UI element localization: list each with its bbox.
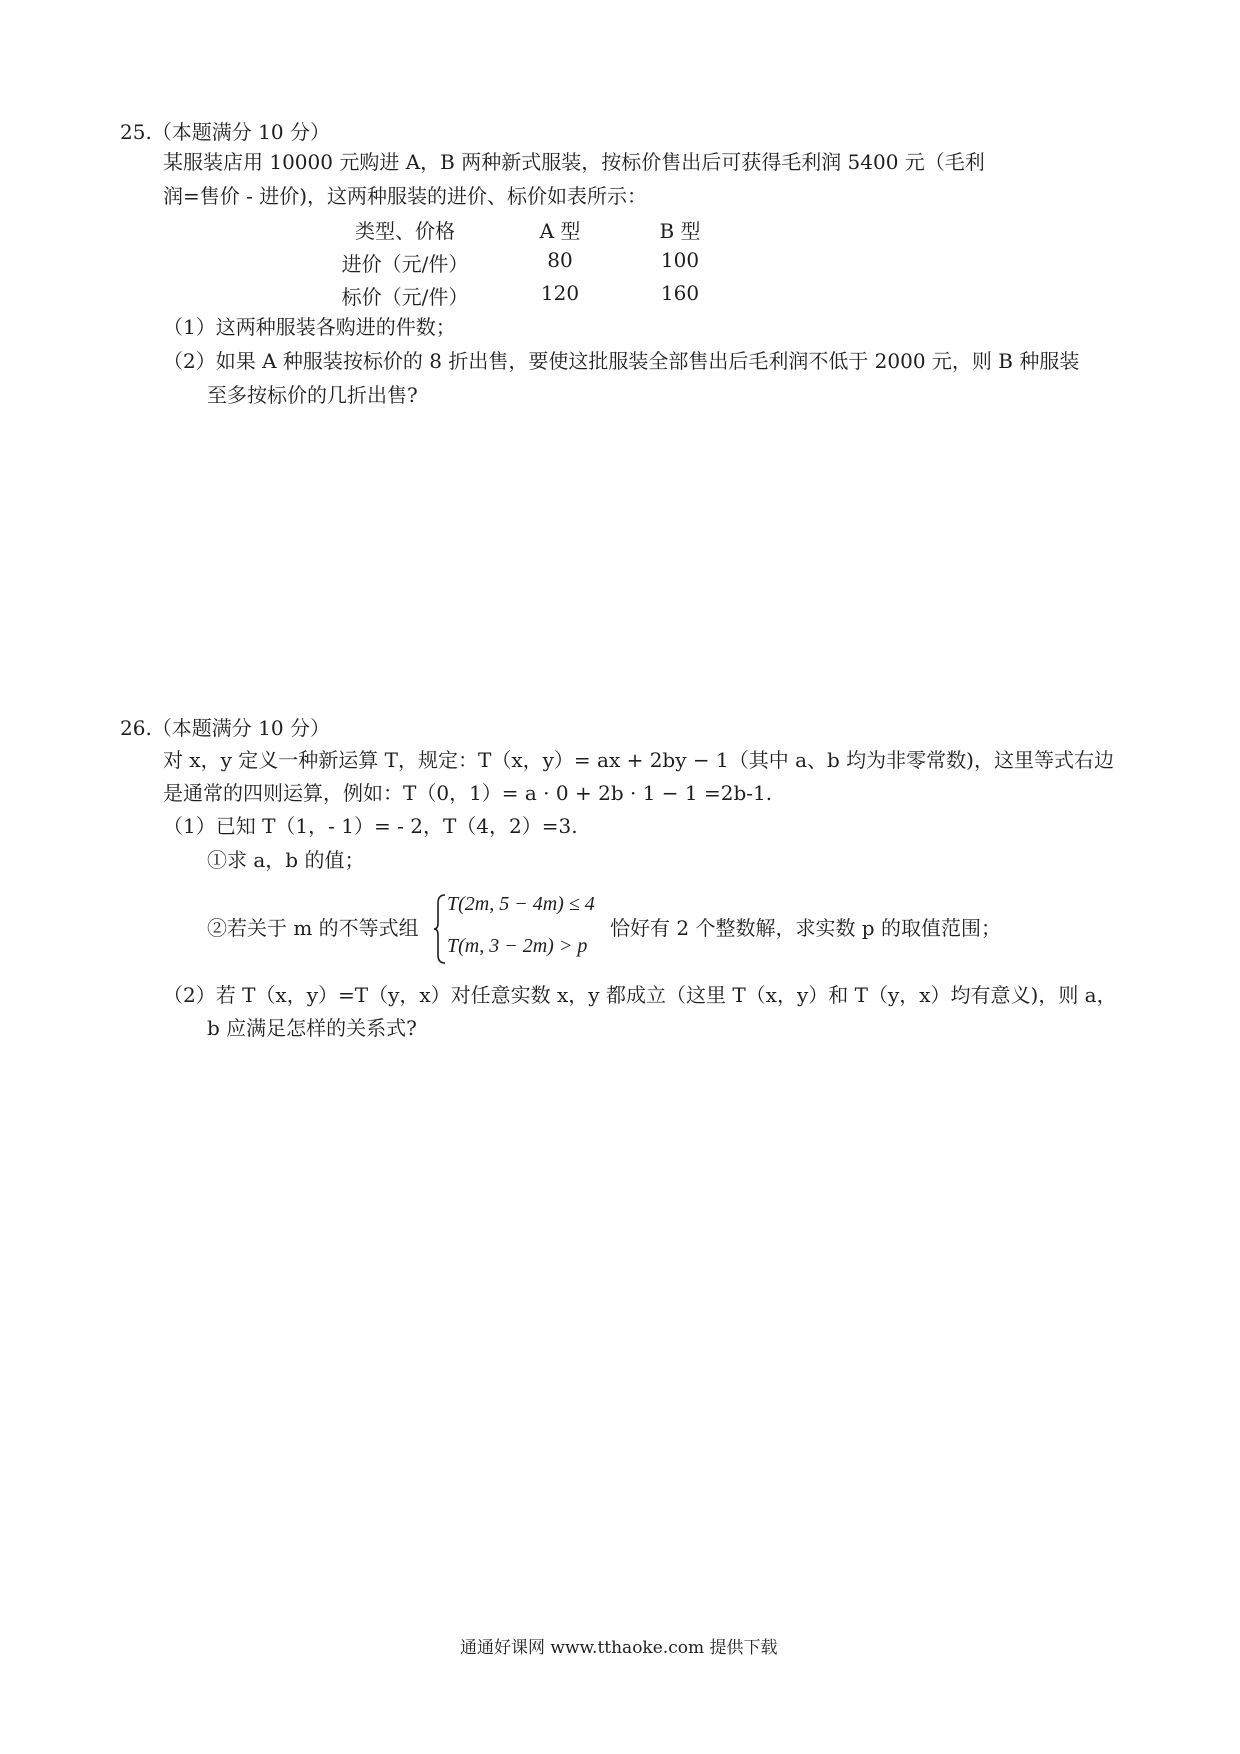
table-header-type: 类型、价格: [355, 219, 455, 243]
table-cell: 120: [540, 281, 580, 305]
table-header-b: B 型: [659, 219, 701, 243]
q26-line2: 是通常的四则运算，例如：T（0，1）= a · 0 + 2b · 1 − 1 =2b-1.: [163, 781, 773, 805]
q26-part2-line2: b 应满足怎样的关系式?: [207, 1016, 417, 1040]
table-cell: 80: [547, 248, 573, 272]
q26-header: 26.（本题满分 10 分）: [120, 716, 330, 740]
table-header-row: [330, 215, 730, 248]
q26-part1: （1）已知 T（1，- 1）= - 2，T（4，2）=3.: [163, 814, 578, 838]
table-cell: 进价（元/件）: [341, 252, 469, 276]
page-footer: 通通好课网 www.tthaoke.com 提供下载: [460, 1638, 778, 1658]
system-inequality-2: T(m, 3 − 2m) > p: [447, 935, 588, 957]
table-cell: 标价（元/件）: [341, 285, 469, 309]
q25-line2: 润=售价 - 进价)，这两种服装的进价、标价如表所示：: [163, 184, 648, 208]
q26-sub2-suffix: 恰好有 2 个整数解，求实数 p 的取值范围；: [610, 916, 1001, 940]
table-cell: 100: [660, 248, 700, 272]
q26-line1: 对 x，y 定义一种新运算 T，规定：T（x，y）= ax + 2by − 1（其中 a、b 均为非零常数)，这里等式右边: [163, 748, 1114, 772]
q25-line1: 某服装店用 10000 元购进 A，B 两种新式服装，按标价售出后可获得毛利润 5400 元（毛利: [163, 150, 985, 174]
left-brace-icon: [433, 893, 447, 965]
q25-part2-line2: 至多按标价的几折出售?: [207, 383, 418, 407]
q25-part1: （1）这两种服装各购进的件数；: [163, 315, 456, 339]
q26-sub2-prefix: ②若关于 m 的不等式组: [207, 916, 419, 940]
table-header-a: A 型: [539, 219, 581, 243]
q26-part2-line1: （2）若 T（x，y）=T（y，x）对任意实数 x，y 都成立（这里 T（x，y）和 T（y，x）均有意义)，则 a，: [163, 983, 1117, 1007]
price-table: [330, 215, 730, 314]
table-row: [330, 281, 730, 314]
table-row: [330, 248, 730, 281]
q25-part2-line1: （2）如果 A 种服装按标价的 8 折出售，要使这批服装全部售出后毛利润不低于 2000 元，则 B 种服装: [163, 349, 1080, 373]
table-cell: 160: [660, 281, 700, 305]
system-inequality-1: T(2m, 5 − 4m) ≤ 4: [447, 893, 595, 915]
q25-header: 25.（本题满分 10 分）: [120, 120, 330, 144]
q26-sub1: ①求 a，b 的值；: [207, 848, 365, 872]
